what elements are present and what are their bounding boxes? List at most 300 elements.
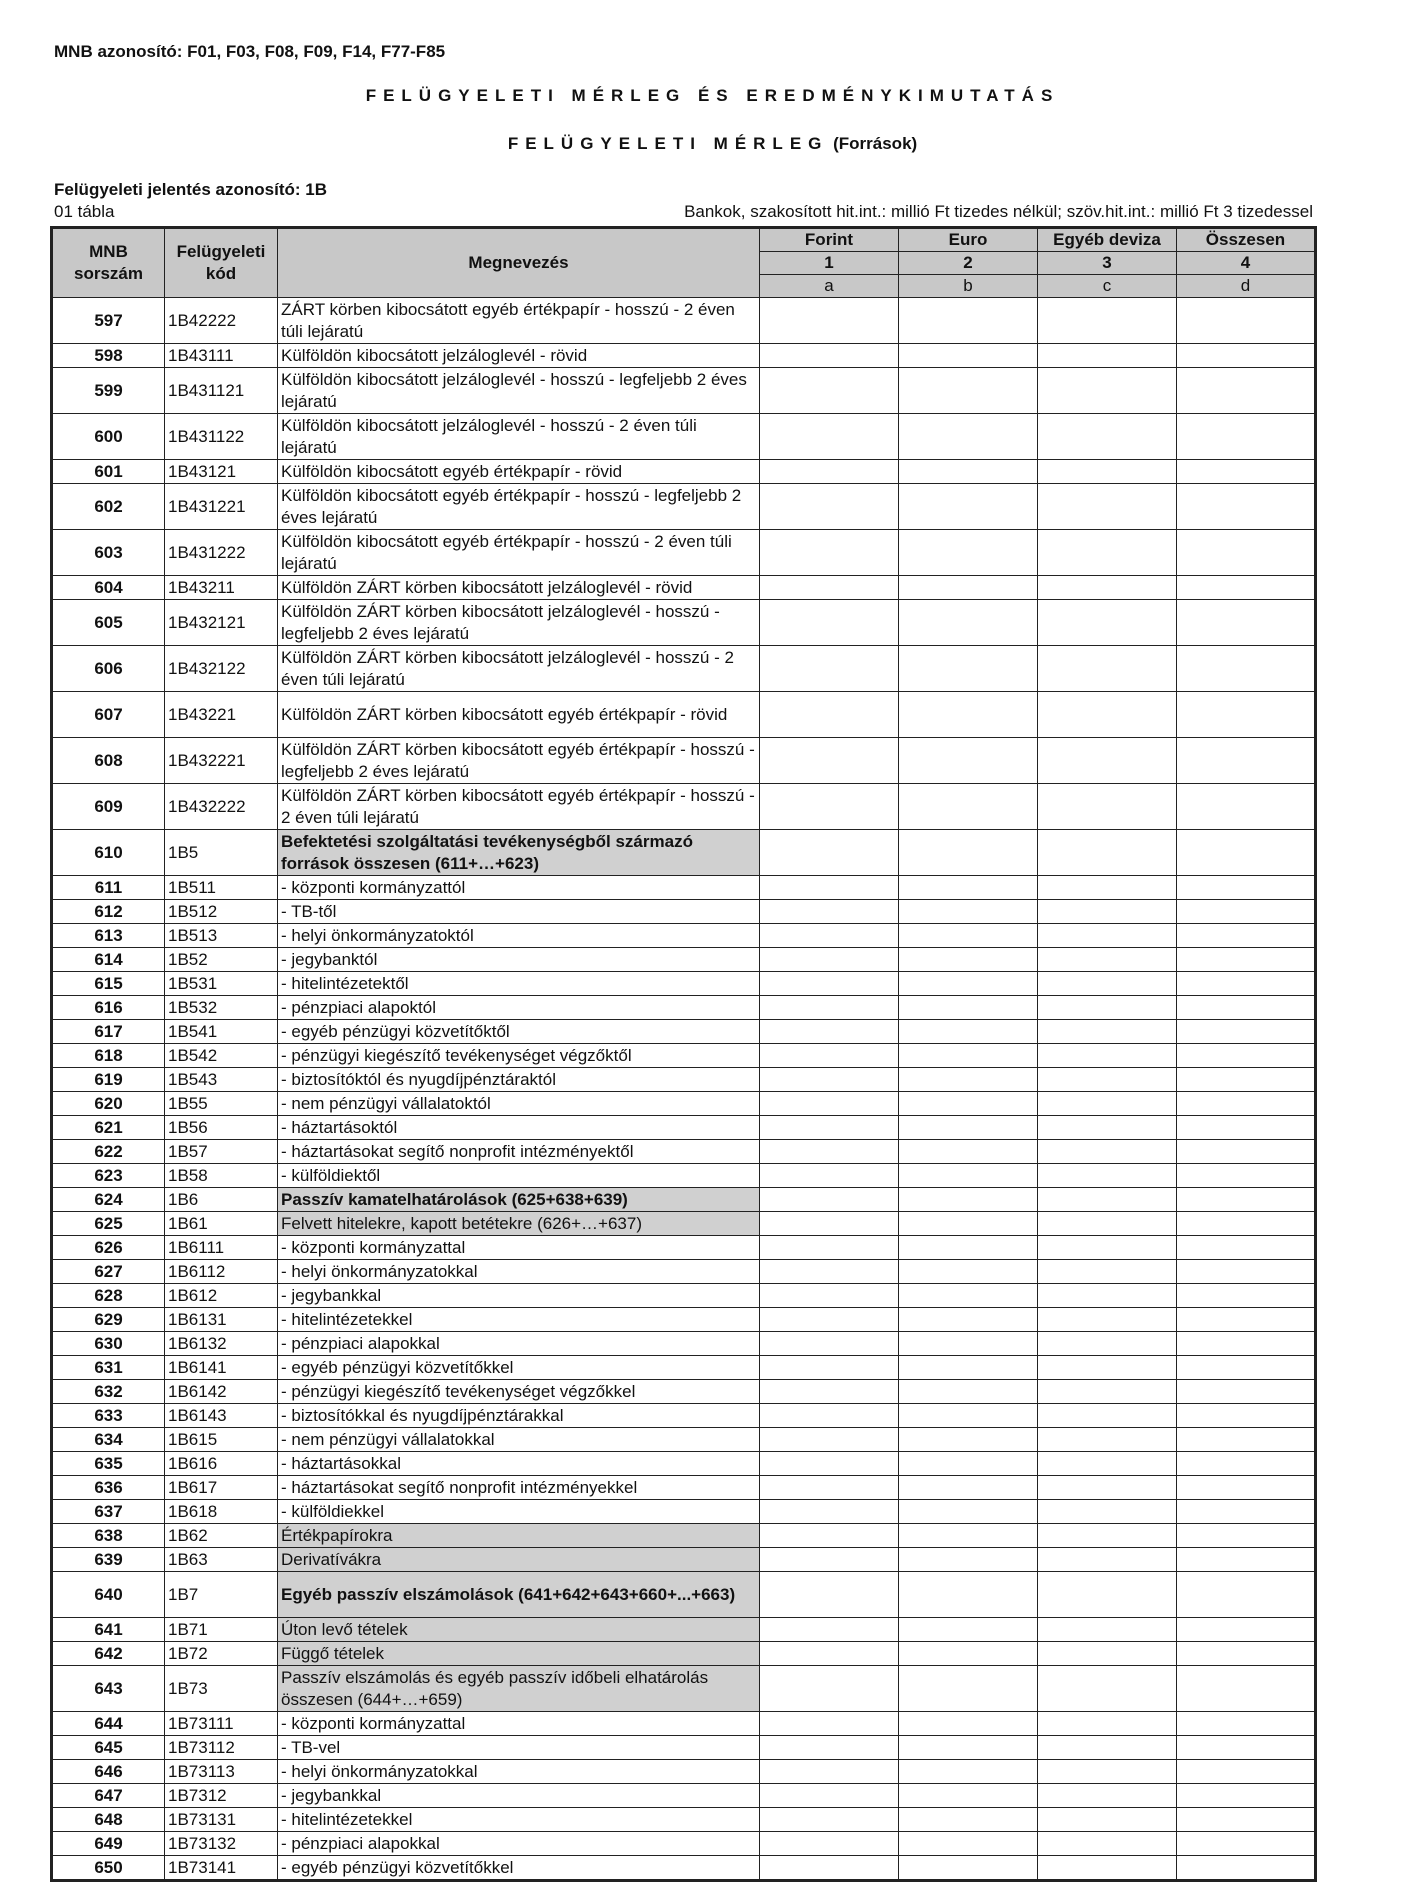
value-cell-euro[interactable]: [899, 344, 1038, 368]
value-cell-osszesen[interactable]: [1177, 344, 1316, 368]
row-supervisory-code: 1B431221: [165, 484, 278, 530]
value-cell-euro[interactable]: [899, 1044, 1038, 1068]
row-mnb-number: 607: [52, 692, 165, 738]
value-cell-egyeb-deviza[interactable]: [1038, 1260, 1177, 1284]
row-description: Külföldön ZÁRT körben kibocsátott egyéb értékpapír - hosszú - legfeljebb 2 éves lejáratú: [278, 738, 760, 784]
row-supervisory-code: 1B62: [165, 1524, 278, 1548]
row-mnb-number: 627: [52, 1260, 165, 1284]
value-cell-osszesen[interactable]: [1177, 368, 1316, 414]
value-cell-forint[interactable]: [760, 1116, 899, 1140]
value-cell-euro[interactable]: [899, 1832, 1038, 1856]
value-cell-euro[interactable]: [899, 1236, 1038, 1260]
value-cell-egyeb-deviza[interactable]: [1038, 576, 1177, 600]
value-cell-egyeb-deviza[interactable]: [1038, 1044, 1177, 1068]
value-cell-osszesen[interactable]: [1177, 1068, 1316, 1092]
value-cell-forint[interactable]: [760, 1212, 899, 1236]
mnb-identifier: MNB azonosító: F01, F03, F08, F09, F14, F77-F85: [54, 42, 446, 61]
value-cell-osszesen[interactable]: [1177, 298, 1316, 344]
value-cell-euro[interactable]: [899, 1404, 1038, 1428]
value-cell-forint[interactable]: [760, 1068, 899, 1092]
table-row: [52, 900, 1316, 924]
value-cell-forint[interactable]: [760, 1712, 899, 1736]
value-cell-euro[interactable]: [899, 738, 1038, 784]
row-supervisory-code: 1B73: [165, 1666, 278, 1712]
value-cell-osszesen[interactable]: [1177, 1044, 1316, 1068]
value-cell-euro[interactable]: [899, 1712, 1038, 1736]
row-mnb-number: 649: [52, 1832, 165, 1856]
value-cell-osszesen[interactable]: [1177, 530, 1316, 576]
table-row: [52, 1760, 1316, 1784]
value-cell-euro[interactable]: [899, 1188, 1038, 1212]
value-cell-egyeb-deviza[interactable]: [1038, 530, 1177, 576]
value-cell-osszesen[interactable]: [1177, 1212, 1316, 1236]
value-cell-egyeb-deviza[interactable]: [1038, 1832, 1177, 1856]
row-description: Külföldön kibocsátott egyéb értékpapír - rövid: [278, 460, 760, 484]
row-description: - biztosítókkal és nyugdíjpénztárakkal: [278, 1404, 760, 1428]
value-cell-euro[interactable]: [899, 1212, 1038, 1236]
value-cell-egyeb-deviza[interactable]: [1038, 1712, 1177, 1736]
value-cell-forint[interactable]: [760, 1428, 899, 1452]
value-cell-osszesen[interactable]: [1177, 1642, 1316, 1666]
value-cell-euro[interactable]: [899, 1356, 1038, 1380]
row-description: - háztartásokkal: [278, 1452, 760, 1476]
value-cell-egyeb-deviza[interactable]: [1038, 1164, 1177, 1188]
row-supervisory-code: 1B71: [165, 1618, 278, 1642]
value-cell-osszesen[interactable]: [1177, 784, 1316, 830]
value-cell-egyeb-deviza[interactable]: [1038, 1666, 1177, 1712]
value-cell-egyeb-deviza[interactable]: [1038, 1308, 1177, 1332]
value-cell-forint[interactable]: [760, 1308, 899, 1332]
value-cell-egyeb-deviza[interactable]: [1038, 1380, 1177, 1404]
header-currency-osszesen: Összesen: [1177, 228, 1316, 252]
value-cell-osszesen[interactable]: [1177, 1760, 1316, 1784]
row-mnb-number: 625: [52, 1212, 165, 1236]
value-cell-euro[interactable]: [899, 924, 1038, 948]
row-mnb-number: 616: [52, 996, 165, 1020]
value-cell-osszesen[interactable]: [1177, 692, 1316, 738]
value-cell-euro[interactable]: [899, 530, 1038, 576]
table-row: [52, 1236, 1316, 1260]
value-cell-euro[interactable]: [899, 1784, 1038, 1808]
value-cell-forint[interactable]: [760, 1784, 899, 1808]
value-cell-forint[interactable]: [760, 344, 899, 368]
row-supervisory-code: 1B52: [165, 948, 278, 972]
value-cell-euro[interactable]: [899, 414, 1038, 460]
table-number: 01 tábla: [54, 202, 115, 221]
row-mnb-number: 641: [52, 1618, 165, 1642]
value-cell-forint[interactable]: [760, 948, 899, 972]
value-cell-egyeb-deviza[interactable]: [1038, 1476, 1177, 1500]
value-cell-forint[interactable]: [760, 1642, 899, 1666]
value-cell-euro[interactable]: [899, 1380, 1038, 1404]
row-description: Külföldön ZÁRT körben kibocsátott jelzáloglevél - rövid: [278, 576, 760, 600]
value-cell-osszesen[interactable]: [1177, 1356, 1316, 1380]
row-description: - jegybankkal: [278, 1784, 760, 1808]
row-supervisory-code: 1B432122: [165, 646, 278, 692]
row-description: Külföldön ZÁRT körben kibocsátott egyéb értékpapír - hosszú - 2 éven túli lejáratú: [278, 784, 760, 830]
value-cell-egyeb-deviza[interactable]: [1038, 1236, 1177, 1260]
value-cell-osszesen[interactable]: [1177, 600, 1316, 646]
value-cell-forint[interactable]: [760, 1380, 899, 1404]
value-cell-osszesen[interactable]: [1177, 414, 1316, 460]
value-cell-osszesen[interactable]: [1177, 738, 1316, 784]
value-cell-forint[interactable]: [760, 1856, 899, 1881]
value-cell-euro[interactable]: [899, 1500, 1038, 1524]
row-mnb-number: 646: [52, 1760, 165, 1784]
row-mnb-number: 636: [52, 1476, 165, 1500]
value-cell-osszesen[interactable]: [1177, 1808, 1316, 1832]
row-supervisory-code: 1B511: [165, 876, 278, 900]
value-cell-osszesen[interactable]: [1177, 1736, 1316, 1760]
value-cell-egyeb-deviza[interactable]: [1038, 924, 1177, 948]
value-cell-egyeb-deviza[interactable]: [1038, 1856, 1177, 1881]
value-cell-euro[interactable]: [899, 1260, 1038, 1284]
table-row: [52, 1404, 1316, 1428]
value-cell-euro[interactable]: [899, 646, 1038, 692]
row-mnb-number: 620: [52, 1092, 165, 1116]
value-cell-osszesen[interactable]: [1177, 1164, 1316, 1188]
value-cell-euro[interactable]: [899, 1760, 1038, 1784]
value-cell-egyeb-deviza[interactable]: [1038, 1116, 1177, 1140]
value-cell-egyeb-deviza[interactable]: [1038, 1332, 1177, 1356]
row-mnb-number: 642: [52, 1642, 165, 1666]
value-cell-osszesen[interactable]: [1177, 1284, 1316, 1308]
value-cell-osszesen[interactable]: [1177, 972, 1316, 996]
row-mnb-number: 628: [52, 1284, 165, 1308]
table-row: [52, 1428, 1316, 1452]
value-cell-osszesen[interactable]: [1177, 1236, 1316, 1260]
row-description: - helyi önkormányzatokkal: [278, 1760, 760, 1784]
value-cell-osszesen[interactable]: [1177, 1666, 1316, 1712]
value-cell-osszesen[interactable]: [1177, 1784, 1316, 1808]
row-description: Külföldön kibocsátott jelzáloglevél - hosszú - 2 éven túli lejáratú: [278, 414, 760, 460]
value-cell-egyeb-deviza[interactable]: [1038, 1784, 1177, 1808]
value-cell-osszesen[interactable]: [1177, 1308, 1316, 1332]
value-cell-forint[interactable]: [760, 924, 899, 948]
value-cell-osszesen[interactable]: [1177, 1020, 1316, 1044]
value-cell-egyeb-deviza[interactable]: [1038, 1212, 1177, 1236]
value-cell-osszesen[interactable]: [1177, 1260, 1316, 1284]
value-cell-forint[interactable]: [760, 692, 899, 738]
value-cell-forint[interactable]: [760, 530, 899, 576]
value-cell-forint[interactable]: [760, 1260, 899, 1284]
table-row: [52, 1140, 1316, 1164]
value-cell-osszesen[interactable]: [1177, 1332, 1316, 1356]
value-cell-osszesen[interactable]: [1177, 830, 1316, 876]
value-cell-euro[interactable]: [899, 996, 1038, 1020]
value-cell-forint[interactable]: [760, 1044, 899, 1068]
value-cell-egyeb-deviza[interactable]: [1038, 948, 1177, 972]
header-column-letter: c: [1038, 275, 1177, 298]
value-cell-forint[interactable]: [760, 1284, 899, 1308]
value-cell-euro[interactable]: [899, 1332, 1038, 1356]
value-cell-forint[interactable]: [760, 1092, 899, 1116]
value-cell-egyeb-deviza[interactable]: [1038, 1642, 1177, 1666]
value-cell-forint[interactable]: [760, 460, 899, 484]
row-mnb-number: 605: [52, 600, 165, 646]
table-row: [52, 692, 1316, 738]
value-cell-osszesen[interactable]: [1177, 876, 1316, 900]
value-cell-osszesen[interactable]: [1177, 1404, 1316, 1428]
row-supervisory-code: 1B61: [165, 1212, 278, 1236]
value-cell-forint[interactable]: [760, 1548, 899, 1572]
value-cell-osszesen[interactable]: [1177, 996, 1316, 1020]
value-cell-osszesen[interactable]: [1177, 1116, 1316, 1140]
value-cell-egyeb-deviza[interactable]: [1038, 1500, 1177, 1524]
row-mnb-number: 610: [52, 830, 165, 876]
value-cell-forint[interactable]: [760, 1500, 899, 1524]
value-cell-forint[interactable]: [760, 484, 899, 530]
table-header: [52, 228, 1316, 298]
row-description: - hitelintézetekkel: [278, 1808, 760, 1832]
value-cell-egyeb-deviza[interactable]: [1038, 1452, 1177, 1476]
value-cell-osszesen[interactable]: [1177, 1380, 1316, 1404]
value-cell-osszesen[interactable]: [1177, 1832, 1316, 1856]
row-description: Külföldön kibocsátott jelzáloglevél - hosszú - legfeljebb 2 éves lejáratú: [278, 368, 760, 414]
table-row: [52, 344, 1316, 368]
row-description: - központi kormányzattal: [278, 1236, 760, 1260]
value-cell-forint[interactable]: [760, 1140, 899, 1164]
value-cell-euro[interactable]: [899, 1572, 1038, 1618]
row-supervisory-code: 1B6111: [165, 1236, 278, 1260]
table-row: [52, 1500, 1316, 1524]
row-supervisory-code: 1B7: [165, 1572, 278, 1618]
value-cell-euro[interactable]: [899, 1642, 1038, 1666]
table-row: [52, 948, 1316, 972]
value-cell-forint[interactable]: [760, 1832, 899, 1856]
value-cell-euro[interactable]: [899, 1092, 1038, 1116]
value-cell-forint[interactable]: [760, 1476, 899, 1500]
value-cell-forint[interactable]: [760, 576, 899, 600]
value-cell-egyeb-deviza[interactable]: [1038, 830, 1177, 876]
value-cell-osszesen[interactable]: [1177, 948, 1316, 972]
value-cell-osszesen[interactable]: [1177, 1092, 1316, 1116]
value-cell-osszesen[interactable]: [1177, 1500, 1316, 1524]
value-cell-egyeb-deviza[interactable]: [1038, 1808, 1177, 1832]
row-supervisory-code: 1B431122: [165, 414, 278, 460]
value-cell-forint[interactable]: [760, 298, 899, 344]
table-row: [52, 830, 1316, 876]
value-cell-egyeb-deviza[interactable]: [1038, 784, 1177, 830]
value-cell-forint[interactable]: [760, 646, 899, 692]
table-row: [52, 996, 1316, 1020]
value-cell-osszesen[interactable]: [1177, 1140, 1316, 1164]
value-cell-egyeb-deviza[interactable]: [1038, 1428, 1177, 1452]
value-cell-euro[interactable]: [899, 1476, 1038, 1500]
value-cell-euro[interactable]: [899, 1284, 1038, 1308]
value-cell-egyeb-deviza[interactable]: [1038, 1188, 1177, 1212]
value-cell-forint[interactable]: [760, 1572, 899, 1618]
value-cell-forint[interactable]: [760, 1524, 899, 1548]
value-cell-forint[interactable]: [760, 830, 899, 876]
row-supervisory-code: 1B612: [165, 1284, 278, 1308]
value-cell-euro[interactable]: [899, 972, 1038, 996]
value-cell-euro[interactable]: [899, 900, 1038, 924]
value-cell-egyeb-deviza[interactable]: [1038, 1572, 1177, 1618]
value-cell-forint[interactable]: [760, 368, 899, 414]
value-cell-egyeb-deviza[interactable]: [1038, 1736, 1177, 1760]
row-description: Függő tételek: [278, 1642, 760, 1666]
value-cell-osszesen[interactable]: [1177, 460, 1316, 484]
value-cell-osszesen[interactable]: [1177, 576, 1316, 600]
value-cell-egyeb-deviza[interactable]: [1038, 1356, 1177, 1380]
value-cell-osszesen[interactable]: [1177, 1524, 1316, 1548]
value-cell-osszesen[interactable]: [1177, 1452, 1316, 1476]
value-cell-euro[interactable]: [899, 460, 1038, 484]
value-cell-forint[interactable]: [760, 1618, 899, 1642]
table-row: [52, 1618, 1316, 1642]
value-cell-euro[interactable]: [899, 298, 1038, 344]
table-row: [52, 646, 1316, 692]
value-cell-osszesen[interactable]: [1177, 900, 1316, 924]
row-description: Külföldön kibocsátott egyéb értékpapír - hosszú - legfeljebb 2 éves lejáratú: [278, 484, 760, 530]
value-cell-euro[interactable]: [899, 1308, 1038, 1332]
value-cell-forint[interactable]: [760, 1356, 899, 1380]
value-cell-forint[interactable]: [760, 1736, 899, 1760]
value-cell-euro[interactable]: [899, 1068, 1038, 1092]
value-cell-forint[interactable]: [760, 1164, 899, 1188]
value-cell-forint[interactable]: [760, 1760, 899, 1784]
row-mnb-number: 611: [52, 876, 165, 900]
value-cell-forint[interactable]: [760, 784, 899, 830]
row-mnb-number: 645: [52, 1736, 165, 1760]
value-cell-forint[interactable]: [760, 1666, 899, 1712]
value-cell-forint[interactable]: [760, 1452, 899, 1476]
value-cell-forint[interactable]: [760, 1808, 899, 1832]
row-description: - nem pénzügyi vállalatokkal: [278, 1428, 760, 1452]
row-mnb-number: 623: [52, 1164, 165, 1188]
value-cell-euro[interactable]: [899, 1020, 1038, 1044]
value-cell-egyeb-deviza[interactable]: [1038, 1068, 1177, 1092]
value-cell-euro[interactable]: [899, 784, 1038, 830]
value-cell-egyeb-deviza[interactable]: [1038, 460, 1177, 484]
value-cell-euro[interactable]: [899, 1666, 1038, 1712]
value-cell-osszesen[interactable]: [1177, 484, 1316, 530]
value-cell-euro[interactable]: [899, 576, 1038, 600]
value-cell-osszesen[interactable]: [1177, 1428, 1316, 1452]
row-mnb-number: 630: [52, 1332, 165, 1356]
value-cell-egyeb-deviza[interactable]: [1038, 692, 1177, 738]
value-cell-egyeb-deviza[interactable]: [1038, 344, 1177, 368]
value-cell-egyeb-deviza[interactable]: [1038, 738, 1177, 784]
value-cell-euro[interactable]: [899, 948, 1038, 972]
value-cell-forint[interactable]: [760, 900, 899, 924]
value-cell-forint[interactable]: [760, 1404, 899, 1428]
value-cell-osszesen[interactable]: [1177, 1618, 1316, 1642]
value-cell-egyeb-deviza[interactable]: [1038, 1760, 1177, 1784]
value-cell-euro[interactable]: [899, 1116, 1038, 1140]
value-cell-egyeb-deviza[interactable]: [1038, 1284, 1177, 1308]
value-cell-forint[interactable]: [760, 414, 899, 460]
row-supervisory-code: 1B57: [165, 1140, 278, 1164]
value-cell-euro[interactable]: [899, 1618, 1038, 1642]
header-column-number: 2: [899, 252, 1038, 275]
value-cell-egyeb-deviza[interactable]: [1038, 972, 1177, 996]
value-cell-egyeb-deviza[interactable]: [1038, 646, 1177, 692]
value-cell-euro[interactable]: [899, 1524, 1038, 1548]
value-cell-egyeb-deviza[interactable]: [1038, 298, 1177, 344]
value-cell-egyeb-deviza[interactable]: [1038, 1618, 1177, 1642]
table-row: [52, 738, 1316, 784]
value-cell-forint[interactable]: [760, 972, 899, 996]
value-cell-egyeb-deviza[interactable]: [1038, 1404, 1177, 1428]
row-mnb-number: 638: [52, 1524, 165, 1548]
table-row: [52, 484, 1316, 530]
value-cell-osszesen[interactable]: [1177, 1572, 1316, 1618]
value-cell-osszesen[interactable]: [1177, 646, 1316, 692]
table-row: [52, 1524, 1316, 1548]
value-cell-euro[interactable]: [899, 876, 1038, 900]
value-cell-euro[interactable]: [899, 600, 1038, 646]
value-cell-euro[interactable]: [899, 692, 1038, 738]
row-mnb-number: 601: [52, 460, 165, 484]
value-cell-osszesen[interactable]: [1177, 1856, 1316, 1881]
row-supervisory-code: 1B73112: [165, 1736, 278, 1760]
row-mnb-number: 644: [52, 1712, 165, 1736]
table-row: [52, 1572, 1316, 1618]
row-description: ZÁRT körben kibocsátott egyéb értékpapír - hosszú - 2 éven túli lejáratú: [278, 298, 760, 344]
value-cell-euro[interactable]: [899, 1808, 1038, 1832]
value-cell-forint[interactable]: [760, 1020, 899, 1044]
value-cell-euro[interactable]: [899, 1452, 1038, 1476]
row-mnb-number: 647: [52, 1784, 165, 1808]
value-cell-euro[interactable]: [899, 1428, 1038, 1452]
row-mnb-number: 635: [52, 1452, 165, 1476]
value-cell-euro[interactable]: [899, 1856, 1038, 1881]
value-cell-egyeb-deviza[interactable]: [1038, 600, 1177, 646]
value-cell-forint[interactable]: [760, 600, 899, 646]
value-cell-euro[interactable]: [899, 830, 1038, 876]
value-cell-egyeb-deviza[interactable]: [1038, 1020, 1177, 1044]
value-cell-egyeb-deviza[interactable]: [1038, 900, 1177, 924]
row-description: - biztosítóktól és nyugdíjpénztáraktól: [278, 1068, 760, 1092]
row-supervisory-code: 1B58: [165, 1164, 278, 1188]
value-cell-forint[interactable]: [760, 1188, 899, 1212]
value-cell-osszesen[interactable]: [1177, 1476, 1316, 1500]
value-cell-euro[interactable]: [899, 368, 1038, 414]
value-cell-osszesen[interactable]: [1177, 1188, 1316, 1212]
value-cell-egyeb-deviza[interactable]: [1038, 1140, 1177, 1164]
table-row: [52, 876, 1316, 900]
value-cell-forint[interactable]: [760, 738, 899, 784]
table-row: [52, 972, 1316, 996]
value-cell-osszesen[interactable]: [1177, 1548, 1316, 1572]
value-cell-osszesen[interactable]: [1177, 1712, 1316, 1736]
row-supervisory-code: 1B63: [165, 1548, 278, 1572]
table-row: [52, 784, 1316, 830]
value-cell-euro[interactable]: [899, 1164, 1038, 1188]
value-cell-egyeb-deviza[interactable]: [1038, 1524, 1177, 1548]
value-cell-egyeb-deviza[interactable]: [1038, 414, 1177, 460]
value-cell-forint[interactable]: [760, 1332, 899, 1356]
value-cell-osszesen[interactable]: [1177, 924, 1316, 948]
value-cell-egyeb-deviza[interactable]: [1038, 484, 1177, 530]
value-cell-egyeb-deviza[interactable]: [1038, 1548, 1177, 1572]
value-cell-egyeb-deviza[interactable]: [1038, 1092, 1177, 1116]
value-cell-forint[interactable]: [760, 876, 899, 900]
value-cell-forint[interactable]: [760, 996, 899, 1020]
value-cell-euro[interactable]: [899, 1140, 1038, 1164]
value-cell-euro[interactable]: [899, 484, 1038, 530]
value-cell-egyeb-deviza[interactable]: [1038, 996, 1177, 1020]
row-supervisory-code: 1B431222: [165, 530, 278, 576]
value-cell-egyeb-deviza[interactable]: [1038, 876, 1177, 900]
row-description: - jegybankkal: [278, 1284, 760, 1308]
value-cell-forint[interactable]: [760, 1236, 899, 1260]
value-cell-euro[interactable]: [899, 1736, 1038, 1760]
value-cell-egyeb-deviza[interactable]: [1038, 368, 1177, 414]
value-cell-euro[interactable]: [899, 1548, 1038, 1572]
